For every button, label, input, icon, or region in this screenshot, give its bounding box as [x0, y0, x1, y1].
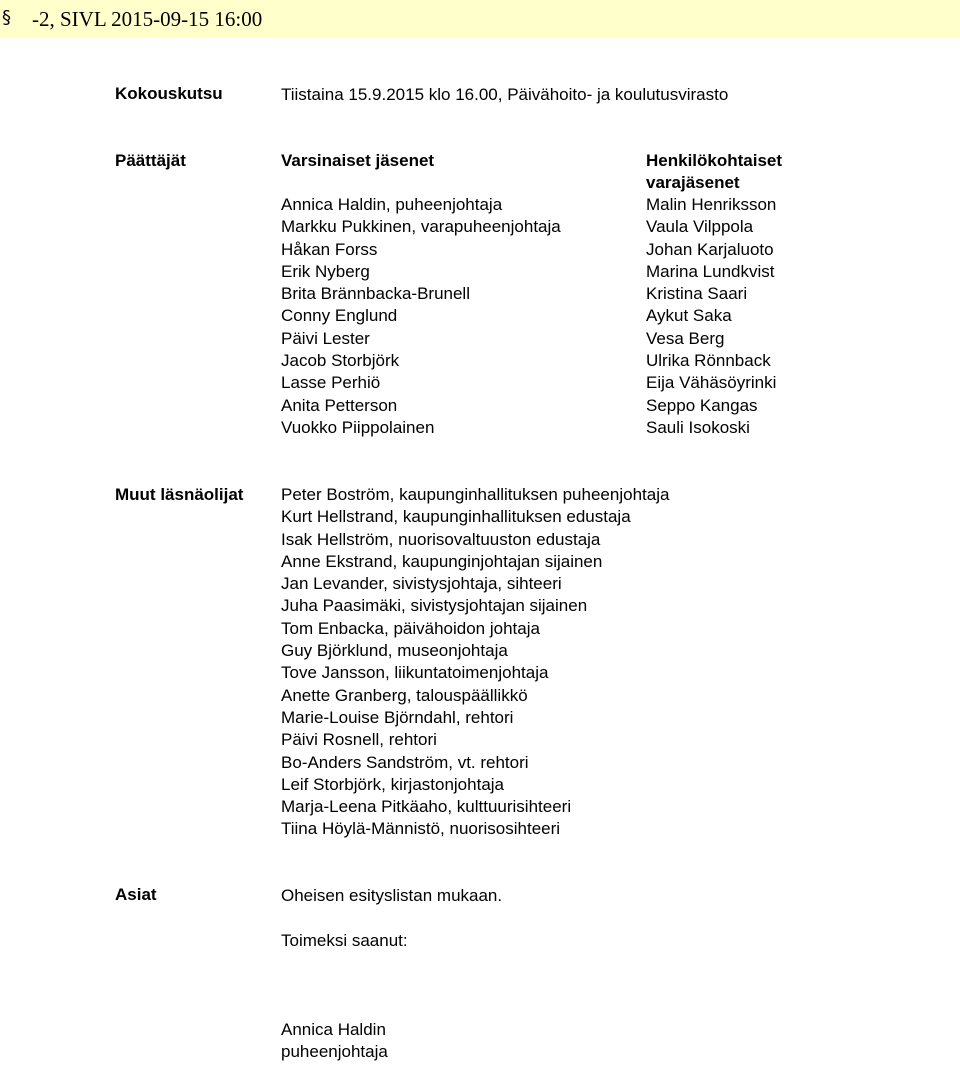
signer-name: Annica Haldin [281, 1020, 386, 1039]
signer-title: puheenjohtaja [281, 1042, 388, 1061]
member-item: Jacob Storbjörk [281, 351, 400, 371]
deputy-item: Kristina Saari [646, 284, 748, 304]
member-item: Lasse Perhiö [281, 373, 381, 393]
section-bullet-icon: § [2, 7, 11, 28]
deputy-item: Seppo Kangas [646, 395, 758, 415]
matters-text: Oheisen esityslistan mukaan. [281, 886, 503, 905]
member-item: Conny Englund [281, 306, 398, 326]
deputy-item: Sauli Isokoski [646, 417, 750, 437]
attendee-item: Jan Levander, sivistysjohtaja, sihteeri [281, 574, 562, 594]
attendee-item: Marja-Leena Pitkäaho, kulttuurisihteeri [281, 797, 572, 817]
meeting-details: Tiistaina 15.9.2015 klo 16.00, Päivähoito- ja koulutusvirasto [281, 85, 729, 104]
deciders-label: Päättäjät [115, 151, 186, 170]
members-heading: Varsinaiset jäsenet [281, 151, 435, 170]
attendee-item: Tom Enbacka, päivähoidon johtaja [281, 618, 540, 638]
deputies-heading-line1: Henkilökohtaiset [646, 151, 783, 170]
member-item: Markku Pukkinen, varapuheenjohtaja [281, 217, 561, 237]
attendee-item: Päivi Rosnell, rehtori [281, 730, 437, 750]
member-item: Annica Haldin, puheenjohtaja [281, 195, 503, 214]
attendee-item: Kurt Hellstrand, kaupunginhallituksen edustaja [281, 507, 631, 527]
member-item: Erik Nyberg [281, 261, 370, 281]
member-item: Anita Petterson [281, 395, 398, 415]
member-item: Håkan Forss [281, 239, 378, 259]
deputies-heading-line2: varajäsenet [646, 173, 740, 192]
attendee-item: Juha Paasimäki, sivistysjohtajan sijainen [281, 596, 588, 616]
deputy-item: Vesa Berg [646, 328, 725, 348]
attendee-item: Tove Jansson, liikuntatoimenjohtaja [281, 663, 549, 683]
attendee-item: Isak Hellström, nuorisovaltuuston edustaja [281, 529, 601, 549]
section-header [0, 0, 960, 38]
prepared-by-label: Toimeksi saanut: [281, 931, 408, 950]
others-list [281, 484, 669, 841]
deputy-item: Aykut Saka [646, 306, 732, 326]
matters-label: Asiat [115, 885, 157, 904]
meeting-label: Kokouskutsu [115, 84, 223, 103]
members-list [281, 194, 561, 439]
deputy-item: Malin Henriksson [646, 195, 777, 214]
section-title: -2, SIVL 2015-09-15 16:00 [32, 7, 263, 31]
attendee-item: Peter Boström, kaupunginhallituksen puheenjohtaja [281, 485, 670, 504]
attendee-item: Marie-Louise Björndahl, rehtori [281, 707, 514, 727]
attendee-item: Anne Ekstrand, kaupunginjohtajan sijainen [281, 551, 603, 571]
member-item: Päivi Lester [281, 328, 370, 348]
attendee-item: Guy Björklund, museonjohtaja [281, 641, 508, 661]
deputy-item: Eija Vähäsöyrinki [646, 373, 777, 393]
member-item: Brita Brännbacka-Brunell [281, 284, 470, 304]
member-item: Vuokko Piippolainen [281, 417, 435, 437]
attendee-item: Anette Granberg, talouspäällikkö [281, 685, 528, 705]
attendee-item: Tiina Höylä-Männistö, nuorisosihteeri [281, 819, 561, 839]
attendee-item: Bo-Anders Sandström, vt. rehtori [281, 752, 529, 772]
deputy-item: Marina Lundkvist [646, 261, 775, 281]
others-label: Muut läsnäolijat [115, 485, 244, 504]
deputies-list [646, 194, 776, 439]
deputy-item: Johan Karjaluoto [646, 239, 774, 259]
attendee-item: Leif Storbjörk, kirjastonjohtaja [281, 774, 505, 794]
deputy-item: Ulrika Rönnback [646, 351, 771, 371]
deputy-item: Vaula Vilppola [646, 217, 754, 237]
